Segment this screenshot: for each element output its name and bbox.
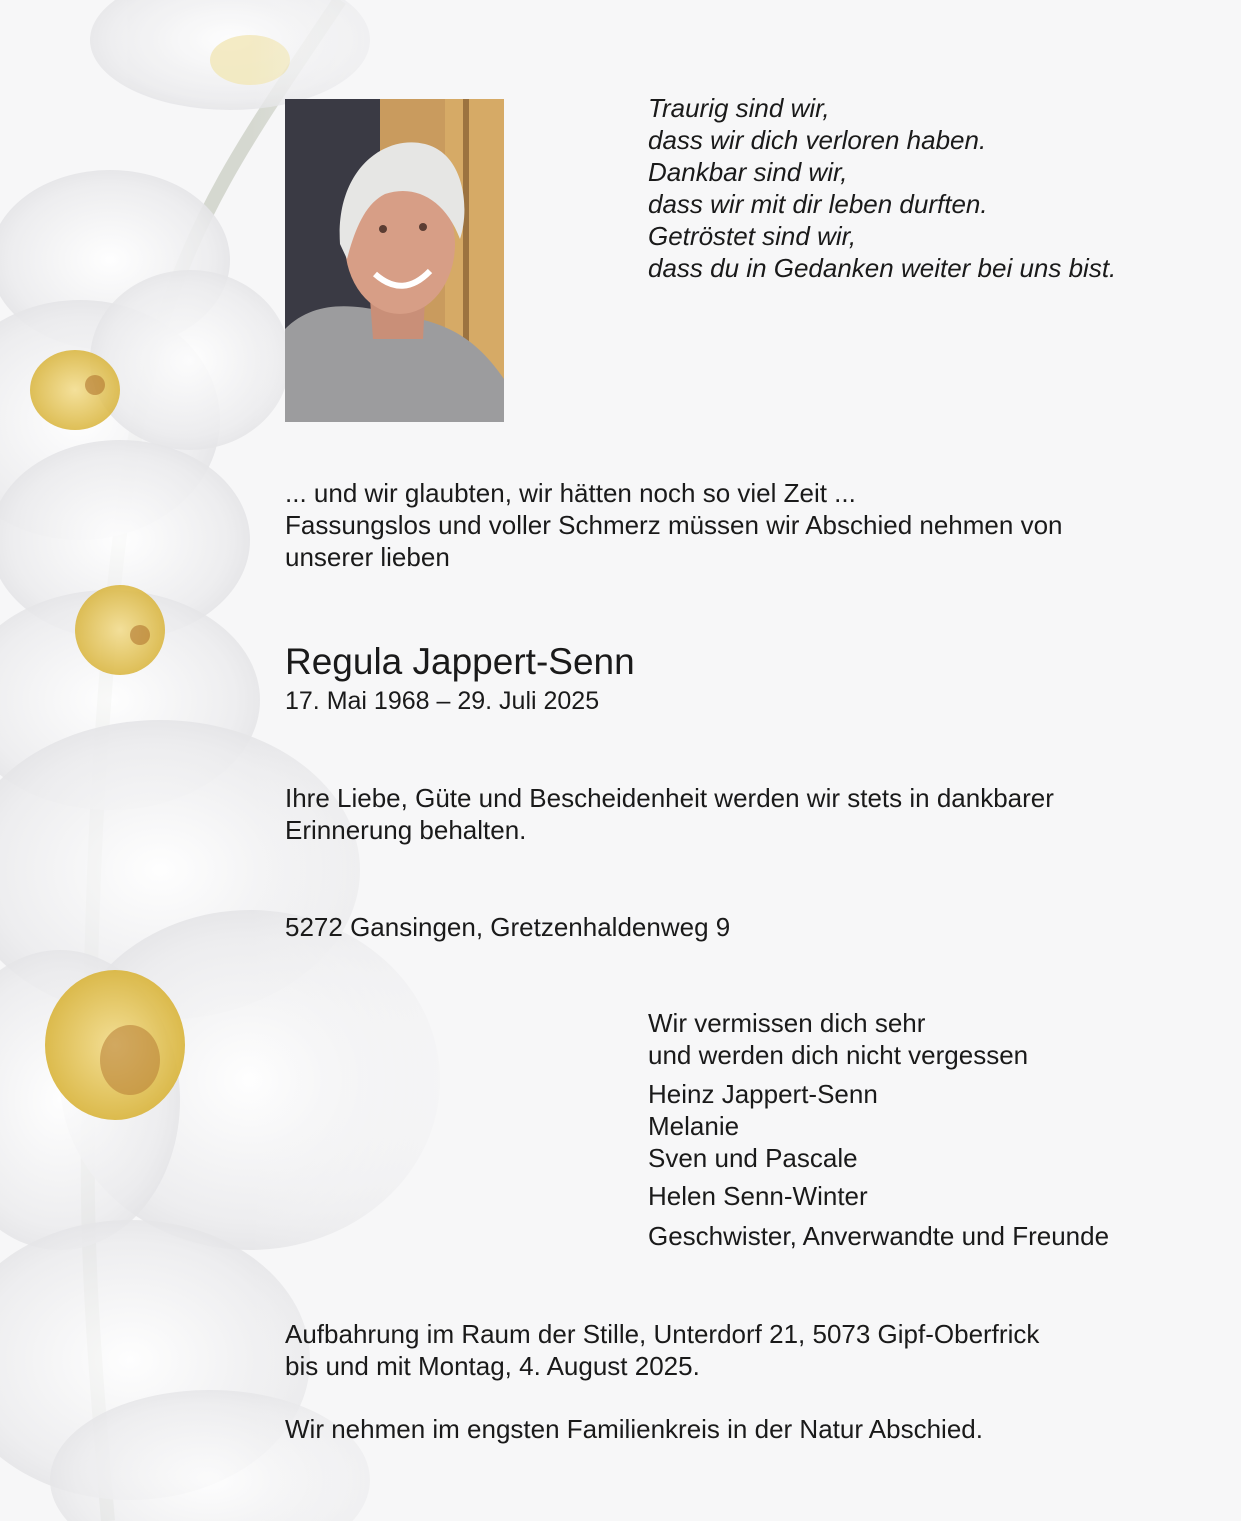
family-member: Sven und Pascale (648, 1143, 858, 1173)
closing-line: Wir vermissen dich sehr (648, 1008, 926, 1038)
closing-text (648, 1007, 1028, 1071)
family-list (648, 1078, 1109, 1259)
intro-line: unserer lieben (285, 542, 450, 572)
farewell-text: Wir nehmen im engsten Familienkreis in der Natur Abschied. (285, 1414, 983, 1444)
family-member: Melanie (648, 1111, 740, 1141)
address: 5272 Gansingen, Gretzenhaldenweg 9 (285, 912, 731, 942)
poem-line: dass du in Gedanken weiter bei uns bist. (648, 253, 1117, 283)
wake-line: Aufbahrung im Raum der Stille, Unterdorf 21, 5073 Gipf-Oberfrick (285, 1319, 1040, 1349)
portrait-photo (285, 99, 504, 422)
family-member: Geschwister, Anverwandte und Freunde (648, 1221, 1110, 1251)
deceased-name: Regula Jappert-Senn (285, 641, 635, 682)
intro-text (285, 477, 1063, 573)
poem-line: Getröstet sind wir, (648, 221, 857, 251)
tribute-line: Erinnerung behalten. (285, 815, 527, 845)
life-dates: 17. Mai 1968 – 29. Juli 2025 (285, 687, 600, 715)
closing-line: und werden dich nicht vergessen (648, 1040, 1029, 1070)
poem-line: dass wir mit dir leben durften. (648, 189, 988, 219)
tribute-line: Ihre Liebe, Güte und Bescheidenheit werden wir stets in dankbarer (285, 783, 1054, 813)
intro-line: ... und wir glaubten, wir hätten noch so viel Zeit ... (285, 478, 856, 508)
family-member: Helen Senn-Winter (648, 1181, 868, 1211)
wake-line: bis und mit Montag, 4. August 2025. (285, 1351, 700, 1381)
poem-line: Dankbar sind wir, (648, 157, 848, 187)
intro-line: Fassungslos und voller Schmerz müssen wir Abschied nehmen von (285, 510, 1063, 540)
tribute-text (285, 782, 1054, 846)
poem-line: Traurig sind wir, (648, 93, 830, 123)
poem-line: dass wir dich verloren haben. (648, 125, 987, 155)
family-member: Heinz Jappert-Senn (648, 1079, 878, 1109)
wake-info (285, 1318, 1039, 1382)
poem (648, 92, 1116, 284)
